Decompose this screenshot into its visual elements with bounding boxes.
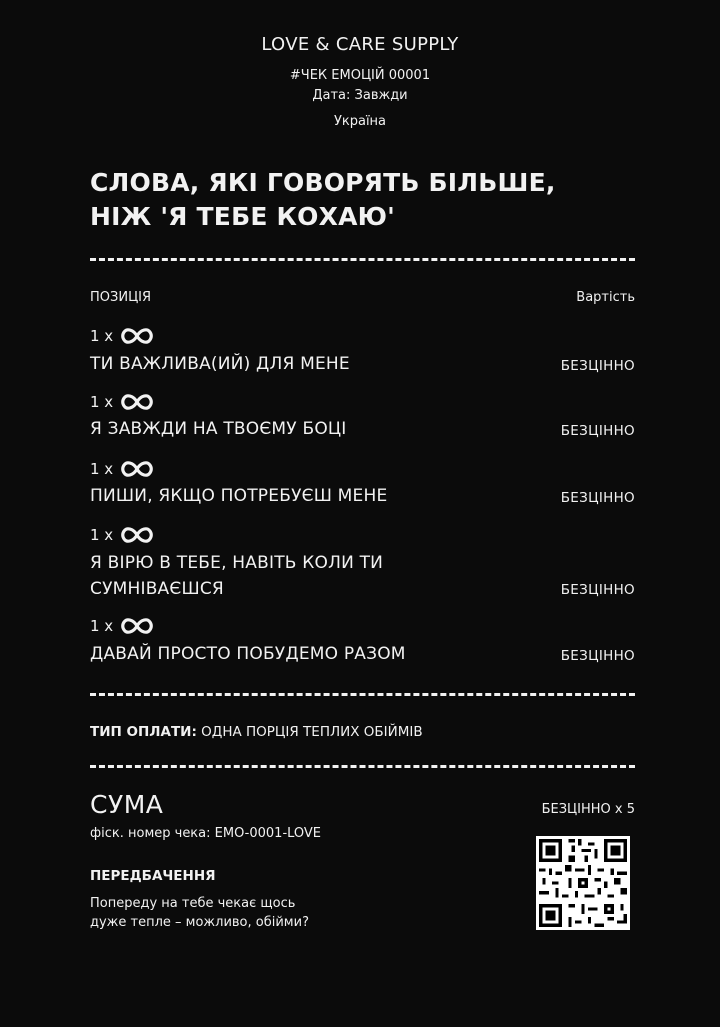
receipt-number: #ЧЕК ЕМОЦІЙ 00001: [289, 68, 431, 83]
item-price: БЕЗЦІННО: [560, 358, 635, 374]
headline: [90, 166, 650, 234]
item-price: БЕЗЦІННО: [560, 490, 635, 506]
item-price: БЕЗЦІННО: [560, 423, 635, 439]
qr-code-icon: [536, 836, 630, 930]
item-quantity: 1 x: [90, 459, 155, 479]
item-name: Я ЗАВЖДИ НА ТВОЄМУ БОЦІ: [90, 419, 347, 439]
item-quantity: 1 x: [90, 616, 155, 636]
infinity-icon: [119, 392, 155, 412]
item-price: БЕЗЦІННО: [560, 648, 635, 664]
payment-type: [90, 724, 423, 740]
item-price: БЕЗЦІННО: [560, 582, 635, 598]
column-header-cost: Вартість: [576, 290, 635, 305]
column-header-position: ПОЗИЦІЯ: [90, 290, 152, 305]
item-name: ПИШИ, ЯКЩО ПОТРЕБУЄШ МЕНЕ: [90, 486, 388, 506]
headline-line-2: НІЖ 'Я ТЕБЕ КОХАЮ': [90, 202, 396, 231]
prediction-line-2: дуже тепле – можливо, обійми?: [90, 915, 309, 930]
headline-line-1: СЛОВА, ЯКІ ГОВОРЯТЬ БІЛЬШЕ,: [90, 168, 556, 197]
receipt-country: Україна: [333, 114, 387, 129]
prediction-text: [90, 894, 309, 932]
divider: [90, 258, 635, 261]
divider: [90, 693, 635, 696]
total-label: СУМА: [90, 790, 164, 819]
infinity-icon: [119, 459, 155, 479]
item-quantity: 1 x: [90, 326, 155, 346]
prediction-line-1: Попереду на тебе чекає щось: [90, 896, 296, 911]
payment-label: ТИП ОПЛАТИ:: [90, 724, 197, 740]
divider: [90, 765, 635, 768]
receipt-date: Дата: Завжди: [312, 88, 408, 103]
item-quantity: 1 x: [90, 525, 155, 545]
item-name: Я ВІРЮ В ТЕБЕ, НАВІТЬ КОЛИ ТИ: [90, 553, 384, 573]
store-name: LOVE & CARE SUPPLY: [261, 34, 459, 55]
item-name: ТИ ВАЖЛИВА(ИЙ) ДЛЯ МЕНЕ: [90, 354, 350, 374]
infinity-icon: [119, 326, 155, 346]
fiscal-number: фіск. номер чека: EMO-0001-LOVE: [90, 826, 322, 841]
infinity-icon: [119, 616, 155, 636]
item-name-continued: СУМНІВАЄШСЯ: [90, 579, 224, 599]
total-value: БЕЗЦІННО x 5: [541, 802, 635, 817]
infinity-icon: [119, 525, 155, 545]
payment-value: ОДНА ПОРЦІЯ ТЕПЛИХ ОБІЙМІВ: [201, 724, 423, 740]
item-quantity: 1 x: [90, 392, 155, 412]
item-name: ДАВАЙ ПРОСТО ПОБУДЕМО РАЗОМ: [90, 644, 406, 664]
prediction-title: ПЕРЕДБАЧЕННЯ: [90, 868, 216, 884]
